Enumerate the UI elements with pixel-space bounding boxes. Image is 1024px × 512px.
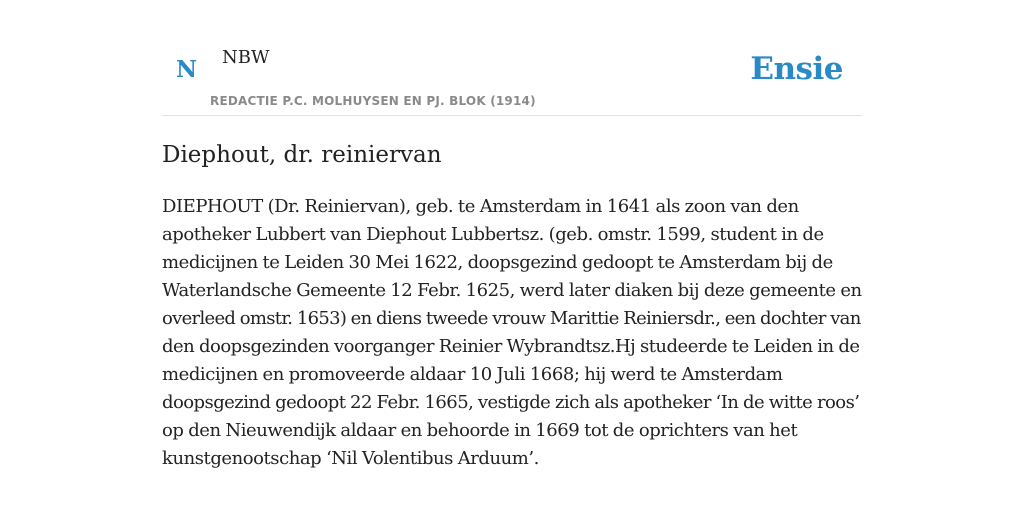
brand-logo[interactable]: Ensie xyxy=(750,51,843,87)
body-line: den doopsgezinden voorganger Reinier Wybrandtsz.Hj studeerde te Leiden in de xyxy=(162,336,860,357)
body-line: Waterlandsche Gemeente 12 Febr. 1625, werd later diaken bij deze gemeente en xyxy=(162,280,862,301)
header-divider xyxy=(162,115,862,116)
body-line: medicijnen te Leiden 30 Mei 1622, doopsgezind gedoopt te Amsterdam bij de xyxy=(162,252,833,273)
editors-caption: REDACTIE P.C. MOLHUYSEN EN PJ. BLOK (1914) xyxy=(210,94,536,108)
body-line: DIEPHOUT (Dr. Reiniervan), geb. te Amsterdam in 1641 als zoon van den xyxy=(162,196,799,217)
body-line: overleed omstr. 1653) en diens tweede vrouw Marittie Reiniersdr., een dochter van xyxy=(162,308,861,329)
body-line: kunstgenootschap ‘Nil Volentibus Arduum’. xyxy=(162,448,539,469)
source-name[interactable]: NBW xyxy=(222,47,270,68)
body-line: op den Nieuwendijk aldaar en behoorde in 1669 tot de oprichters van het xyxy=(162,420,798,441)
article-card xyxy=(162,0,862,512)
body-line: doopsgezind gedoopt 22 Febr. 1665, vestigde zich als apotheker ‘In de witte roos’ xyxy=(162,392,860,413)
article-body xyxy=(162,193,862,473)
body-line: medicijnen en promoveerde aldaar 10 Juli 1668; hij werd te Amsterdam xyxy=(162,364,783,385)
body-line: apotheker Lubbert van Diephout Lubbertsz. (geb. omstr. 1599, student in de xyxy=(162,224,824,245)
source-logo-icon: N xyxy=(176,56,198,83)
article-title: Diephout, dr. reiniervan xyxy=(162,142,442,168)
